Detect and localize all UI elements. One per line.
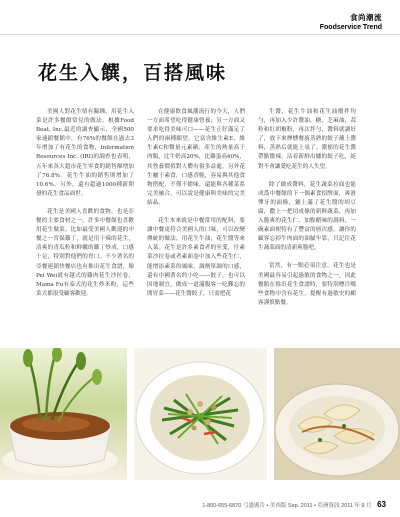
article-column-3 [258, 108, 356, 317]
peanut-noodle-salad-photo [134, 348, 267, 480]
paragraph: 生醬，花生牛油和花生油攪拌均勻，再加入少許醬油，糖，芝麻油，蒜粒和紅胡椒粉，再次拌勻，醬料就調好了，放下來煙燻餐廚蒸熟的餃子蘸上醬料，蒸熟后就能上桌了。濃郁的花生醬帶點微辣，沾着新鮮出爐的餃子吃，絕對不會讓愛吃花生的人失望。 [258, 109, 356, 170]
photo-strip [0, 348, 400, 480]
paragraph: 在健康飲食風潮流行的今天，人們一方面希望吃得健康營養；另一方面又要求吃得美味可口——花生正好滿足了人們的兩種願望。它富含維生素E，維生素C和微量元素硒，產生的熱量高于肉類，比牛奶高20%，比雞蛋高40%，其營養價值對人體有很多益處。另外花生屬于素食，口感香脆，容易與其他食物搭配，不僅不搶味，還能與各種菜系完美融合，可以說是健康與美味的完美結晶。 [147, 109, 245, 206]
page-number: 63 [377, 500, 386, 509]
paragraph: 美國人對花生情有獨鍾，用花生入菜是許多餐館常見的做法。根據Food Beat, Inc.最近的調查顯示，全國500家連鎖餐館中，有76%的餐館在過去3年增加了有花生的食物，Information Resources Inc. (IRI)的調查也表明，五年來各大超市花生零食的銷售額增加了76.8%。花生牛油的銷售則增加了10.6%。另外，還有超過1000種新開發的花生食品面世。 [36, 109, 134, 197]
peanut-dumplings-photo [274, 348, 400, 480]
page-footer [0, 500, 386, 509]
paragraph: 當然，有一點必須注意，花生也是美國最容易引起過敏的食物之一，因此餐館在推出花生食譜時，要特別標注哪些食物中含有花生，提醒有過敏史的顧客謹慎點餐。 [258, 263, 356, 306]
peanut-sauce-dish-photo [0, 348, 127, 480]
paragraph: 花生本來就是中餐常用的配料，要讓中餐更符合美國人的口味，可以改變傳統的做法，用花生牛油，花生醬等來入菜。花生是許多素食者的至愛，往素菜沙拉卷或者素面卷中加入些花生仁，能增添素菜的風味，調劑單調的口感，還有中國著名的小吃——餃子，也可以因地制宜，做成一道滿腹客一吃難忘的開胃菜——花生醬餃子，只需把花 [147, 218, 245, 297]
article-column-1 [36, 108, 134, 308]
header-rule [0, 34, 400, 35]
article-title: 花生入饌，百搭風味 [38, 62, 228, 84]
paragraph: 花生是美國人喜歡的食物，也是亞餐的主要食材之一，許多中餐館也喜歡用花生做菜。比如最受美國人歡迎的中餐之一宮保雞丁，就是用干辣的花生，清爽的青瓜粒和鮮嫩的雞丁炒成，口感十足，特別對他們的胃口。不少著名的亞餐連鎖快餐店也有推出花生食譜，像Pei Wei就有越式的雞肉花生沙拉卷，Mama Fu有泰式的花生炒米粉，這些菜式都很受顧客歡迎。 [36, 208, 134, 297]
footer-info: 1-800-655-6870 弓盛廣告 • 美西版 Sep. 2011 • 亞洲資訊 2011 年 9 月 [202, 503, 372, 509]
paragraph: 除了做成醬料，花生蔬菜拉面也能成爲中餐館的下一個素食招牌面，爽滑彈牙的面條，鋪上滿了花生醬的胡豆腐，撒上一把切成條的新鮮蔬菜，再加入脆爽的花生仁，加點醋味的調料，一碗素面便特有了豐富的層次感。讓你的顧客忘掉牛肉面的油膩牢靠，只記住花生蔬菜面的清新爽脆吧。 [258, 181, 356, 252]
section-header [320, 12, 382, 31]
section-title-zh: 食尚潮流 [350, 13, 382, 22]
article-column-2 [147, 108, 245, 308]
section-title-en: Foodservice Trend [319, 24, 382, 31]
